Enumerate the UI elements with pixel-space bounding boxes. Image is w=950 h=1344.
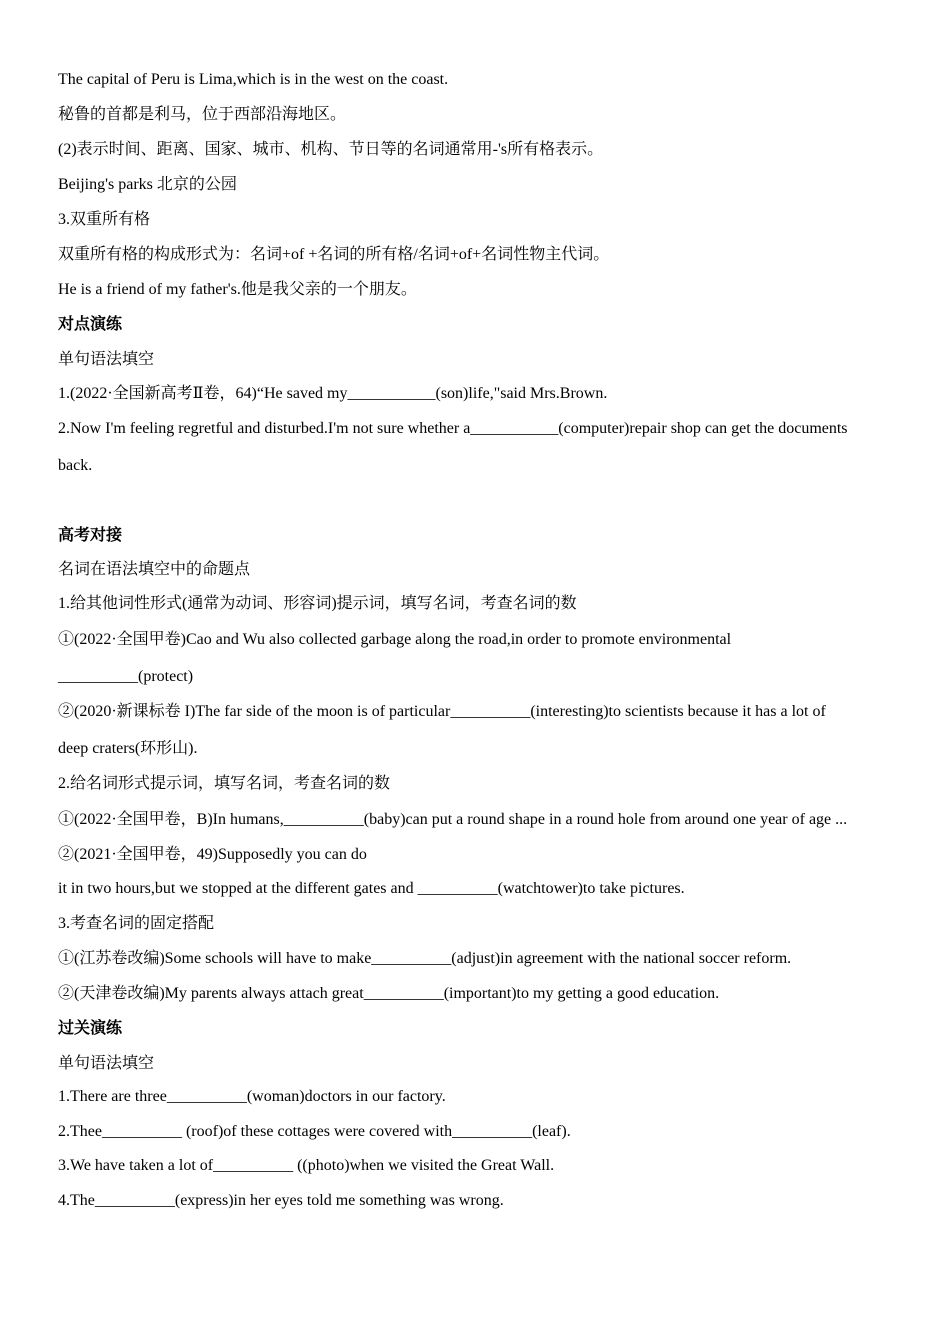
subheading: 单句语法填空 bbox=[58, 1055, 155, 1072]
exercise-item: ①(2022·全国甲卷，B)In humans,__________(baby)can put a round shape in a round hole from around one year of age ... bbox=[58, 811, 848, 828]
exercise-item: 4.The__________(express)in her eyes told me something was wrong. bbox=[58, 1192, 504, 1209]
exercise-item-cont: deep craters(环形山). bbox=[58, 740, 198, 757]
section-heading: 3.考查名词的固定搭配 bbox=[58, 915, 215, 932]
subheading: 名词在语法填空中的命题点 bbox=[58, 561, 251, 578]
bold-heading: 高考对接 bbox=[58, 527, 123, 544]
text-line: He is a friend of my father's.他是我父亲的一个朋友。 bbox=[58, 281, 417, 298]
subheading: 单句语法填空 bbox=[58, 351, 155, 368]
bold-heading: 对点演练 bbox=[58, 316, 123, 333]
exercise-item-cont: __________(protect) bbox=[58, 668, 194, 685]
section-heading: 3.双重所有格 bbox=[58, 211, 151, 228]
section-heading: 2.给名词形式提示词，填写名词，考查名词的数 bbox=[58, 775, 391, 792]
text-line: Beijing's parks 北京的公园 bbox=[58, 176, 237, 193]
exercise-item: ②(天津卷改编)My parents always attach great__________(important)to my getting a good education. bbox=[58, 985, 720, 1002]
exercise-item: 2.Now I'm feeling regretful and disturbed.I'm not sure whether a___________(computer)repair shop can get the documents bbox=[58, 420, 848, 437]
bold-heading: 过关演练 bbox=[58, 1020, 123, 1037]
exercise-item-cont: back. bbox=[58, 457, 93, 474]
exercise-item: ①(江苏卷改编)Some schools will have to make__________(adjust)in agreement with the national soccer reform. bbox=[58, 950, 792, 967]
exercise-item: ②(2020·新课标卷 I)The far side of the moon is of particular__________(interesting)to scientists because it has a lot of bbox=[58, 703, 826, 720]
exercise-item: 1.There are three__________(woman)doctors in our factory. bbox=[58, 1088, 446, 1105]
exercise-item: 1.(2022·全国新高考Ⅱ卷，64)“He saved my___________(son)life,"said Mrs.Brown. bbox=[58, 385, 608, 402]
text-line: (2)表示时间、距离、国家、城市、机构、节日等的名词通常用-'s所有格表示。 bbox=[58, 141, 604, 158]
exercise-item: ②(2021·全国甲卷，49)Supposedly you can do bbox=[58, 846, 367, 863]
exercise-item: ①(2022·全国甲卷)Cao and Wu also collected garbage along the road,in order to promote environmental bbox=[58, 631, 732, 648]
exercise-item: 2.Thee__________ (roof)of these cottages were covered with__________(leaf). bbox=[58, 1123, 571, 1140]
text-line: 秘鲁的首都是利马，位于西部沿海地区。 bbox=[58, 106, 347, 123]
exercise-item: 3.We have taken a lot of__________ ((photo)when we visited the Great Wall. bbox=[58, 1157, 555, 1174]
exercise-item-cont: it in two hours,but we stopped at the different gates and __________(watchtower)to take pictures. bbox=[58, 880, 685, 897]
text-line: The capital of Peru is Lima,which is in the west on the coast. bbox=[58, 71, 449, 88]
section-heading: 1.给其他词性形式(通常为动词、形容词)提示词，填写名词，考查名词的数 bbox=[58, 595, 577, 612]
text-line: 双重所有格的构成形式为：名词+of +名词的所有格/名词+of+名词性物主代词。 bbox=[58, 246, 610, 263]
